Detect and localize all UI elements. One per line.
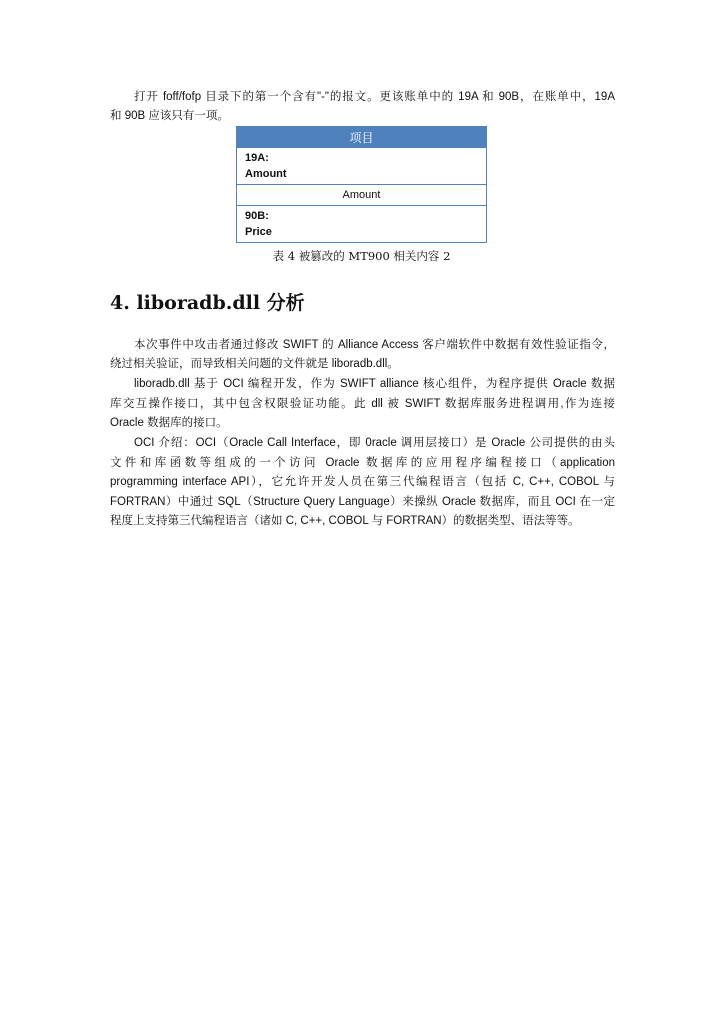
paragraph-line: 程度上支持第三代编程语言（诸如 C, C++, COBOL 与 FORTRAN）的数据类型、语法等等。 [110, 515, 580, 527]
paragraph-line: liboradb.dll 基于 OCI 编程开发，作为 SWIFT alliance 核心组件，为程序提供 Oracle 数据 [134, 378, 615, 390]
table-row [237, 148, 487, 185]
mt900-table [236, 126, 487, 243]
field-tag: 90B: [245, 210, 269, 222]
field-name: Price [245, 226, 272, 238]
section-heading: 4. liboradb.dll 分析 [110, 292, 305, 314]
paragraph-line: FORTRAN）中通过 SQL（Structure Query Language）来操纵 Oracle 数据库，而且 OCI 在一定 [110, 496, 615, 508]
table-row [237, 206, 487, 243]
table-header: 项目 [237, 127, 487, 148]
paragraph-line: programming interface API），它允许开发人员在第三代编程语言（包括 C, C++, COBOL 与 [110, 476, 615, 488]
intro-line: 打开 foff/fofp 目录下的第一个含有"-"的报文。更该账单中的 19A 和 90B，在账单中，19A [134, 91, 615, 103]
table-caption: 表 4 被篡改的 MT900 相关内容 2 [272, 249, 451, 263]
field-tag: 19A: [245, 152, 269, 164]
paragraph-line: 本次事件中攻击者通过修改 SWIFT 的 Alliance Access 客户端软件中数据有效性验证指令， [134, 339, 615, 351]
field-name: Amount [245, 168, 287, 180]
paragraph-line: 库交互操作接口，其中包含权限验证功能。此 dll 被 SWIFT 数据库服务进程调用,作为连接 [110, 398, 615, 410]
table-row [237, 185, 487, 206]
intro-line: 和 90B 应该只有一项。 [110, 110, 229, 122]
paragraph-line: 文件和库函数等组成的一个访问 Oracle 数据库的应用程序编程接口（application [110, 457, 615, 469]
paragraph-line: 绕过相关验证，而导致相关问题的文件就是 liboradb.dll。 [110, 358, 399, 370]
field-value: Amount [237, 185, 487, 206]
paragraph-line: OCI 介绍：OCI（Oracle Call Interface，即 0racle 调用层接口）是 Oracle 公司提供的由头 [134, 437, 615, 449]
paragraph-line: Oracle 数据库的接口。 [110, 417, 228, 429]
